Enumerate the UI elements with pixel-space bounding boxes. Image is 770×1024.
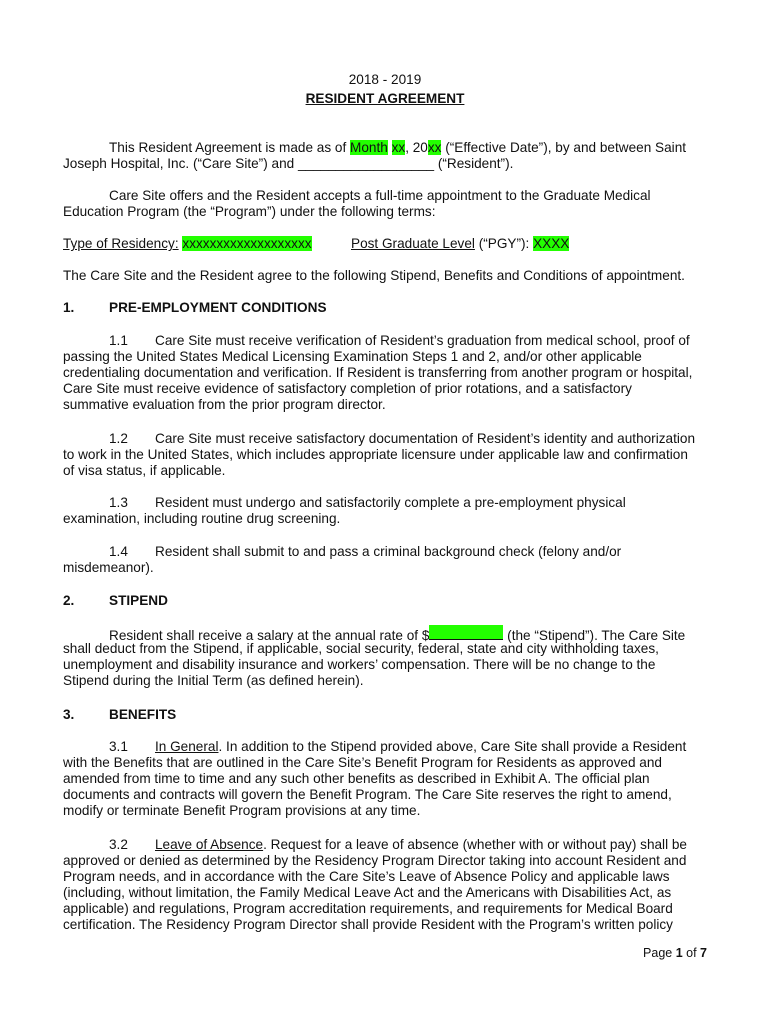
- clause-heading: In General: [155, 739, 219, 754]
- stipend-line-4: Stipend during the Initial Term (as defined herein).: [63, 673, 364, 688]
- stipend-line-3: unemployment and disability insurance and workers’ compensation. There will be no change to the: [63, 657, 656, 672]
- page-number: [643, 945, 707, 961]
- clause-3-1-line-5: modify or terminate Benefit Program provisions at any time.: [63, 803, 421, 818]
- clause-1-1-line-3: credentialing documentation and verification. If Resident is transferring from another program or hospital,: [63, 365, 693, 380]
- intro-text: (“Effective Date”), by and between Saint: [441, 140, 687, 155]
- stipend-text: (the “Stipend”). The Care Site: [503, 628, 686, 643]
- clause-text: Care Site must receive verification of Resident’s graduation from medical school, proof of: [155, 333, 690, 348]
- clause-1-1-line-5: summative evaluation from the prior program director.: [63, 397, 386, 412]
- section-3-title: BENEFITS: [109, 707, 177, 722]
- stipend-line-2: shall deduct from the Stipend, if applicable, social security, federal, state and city withholding taxes,: [63, 641, 659, 656]
- clause-text: Resident must undergo and satisfactorily complete a pre-employment physical: [155, 495, 626, 510]
- clause-3-2-line-5: applicable) and regulations, Program accreditation requirements, and requirements for Medical Board: [63, 901, 673, 916]
- clause-3-2-line-4: (including, without limitation, the Family Medical Leave Act and the Americans with Disabilities Act, as: [63, 885, 672, 900]
- agreement-years: 2018 - 2019: [348, 72, 422, 87]
- clause-text: Resident shall submit to and pass a criminal background check (felony and/or: [155, 544, 622, 559]
- clause-3-1-line-2: with the Benefits that are outlined in the Care Site’s Benefit Program for Residents as approved and: [63, 755, 662, 770]
- intro-line-1: [109, 140, 686, 156]
- intro-text: , 20: [405, 140, 428, 155]
- offer-line-1: Care Site offers and the Resident accepts a full-time appointment to the Graduate Medical: [109, 188, 651, 203]
- section-1-title: PRE-EMPLOYMENT CONDITIONS: [109, 300, 327, 315]
- section-3-number: 3.: [63, 707, 75, 722]
- clause-1-3-line-2: examination, including routine drug screening.: [63, 511, 341, 526]
- clause-number: 1.2: [109, 431, 128, 446]
- clause-text: . In addition to the Stipend provided above, Care Site shall provide a Resident: [218, 739, 687, 754]
- effective-year-field[interactable]: xx: [427, 140, 442, 155]
- clause-text: . Request for a leave of absence (whether with or without pay) shall be: [263, 837, 687, 852]
- clause-1-2-line-3: of visa status, if applicable.: [63, 463, 226, 478]
- clause-number: 1.1: [109, 333, 128, 348]
- residency-type-label: Type of Residency:: [63, 236, 179, 251]
- clause-1-1-line-4: Care Site must receive evidence of satisfactory completion of prior rotations, and a satisfactory: [63, 381, 632, 396]
- clause-3-1-line-1: [109, 739, 686, 755]
- clause-3-2-line-2: approved or denied as determined by the Residency Program Director taking into account Resident and: [63, 853, 687, 868]
- intro-line-2: [63, 156, 513, 172]
- pgy-field[interactable]: XXXX: [533, 236, 570, 251]
- clause-1-1-line-2: passing the United States Medical Licensing Examination Steps 1 and 2, and/or other applicable: [63, 349, 642, 364]
- of-word: of: [682, 946, 701, 960]
- section-2-title: STIPEND: [109, 593, 168, 608]
- effective-month-field[interactable]: Month: [350, 140, 388, 155]
- clause-number: 3.1: [109, 739, 128, 754]
- residency-type-row: [63, 236, 312, 252]
- clause-3-1-line-4: documents and contracts will govern the Benefit Program. The Care Site reserves the right to amend,: [63, 787, 672, 802]
- resident-name-blank[interactable]: __________________: [297, 156, 435, 171]
- clause-3-2-line-6: certification. The Residency Program Director shall provide Resident with the Program’s written policy: [63, 917, 673, 932]
- stipend-amount-field[interactable]: [429, 625, 503, 640]
- intro-text: Joseph Hospital, Inc. (“Care Site”) and: [63, 156, 298, 171]
- agreement-title: RESIDENT AGREEMENT: [305, 91, 465, 106]
- pgy-row: [351, 236, 569, 252]
- clause-1-2-line-1: [109, 431, 695, 447]
- agreement-statement: The Care Site and the Resident agree to the following Stipend, Benefits and Conditions of appointment.: [63, 268, 685, 283]
- clause-3-1-line-3: amended from time to time and any such other benefits as described in Exhibit A. The official plan: [63, 771, 650, 786]
- residency-type-field[interactable]: xxxxxxxxxxxxxxxxxxx: [182, 236, 312, 251]
- clause-heading: Leave of Absence: [155, 837, 264, 852]
- effective-day-field[interactable]: xx: [391, 140, 406, 155]
- clause-1-1-line-1: [109, 333, 690, 349]
- pgy-paren: (“PGY”):: [474, 236, 534, 251]
- offer-line-2: Education Program (the “Program”) under the following terms:: [63, 204, 436, 219]
- stipend-text: Resident shall receive a salary at the annual rate of $: [109, 628, 430, 643]
- clause-3-2-line-3: Program needs, and in accordance with the Care Site’s Leave of Absence Policy and applicable laws: [63, 869, 670, 884]
- clause-1-4-line-1: [109, 544, 621, 560]
- section-1-number: 1.: [63, 300, 75, 315]
- page-total: 7: [700, 946, 707, 960]
- clause-number: 1.4: [109, 544, 128, 559]
- clause-1-3-line-1: [109, 495, 626, 511]
- pgy-label: Post Graduate Level: [351, 236, 475, 251]
- clause-1-4-line-2: misdemeanor).: [63, 560, 154, 575]
- page-word: Page: [643, 946, 676, 960]
- intro-text: (“Resident”).: [434, 156, 514, 171]
- clause-number: 3.2: [109, 837, 128, 852]
- clause-1-2-line-2: to work in the United States, which includes appropriate licensure under applicable law and confirmation: [63, 447, 688, 462]
- section-2-number: 2.: [63, 593, 75, 608]
- clause-number: 1.3: [109, 495, 128, 510]
- page-current: 1: [675, 946, 683, 960]
- clause-3-2-line-1: [109, 837, 687, 853]
- intro-text: This Resident Agreement is made as of: [109, 140, 351, 155]
- clause-text: Care Site must receive satisfactory documentation of Resident’s identity and authorization: [155, 431, 696, 446]
